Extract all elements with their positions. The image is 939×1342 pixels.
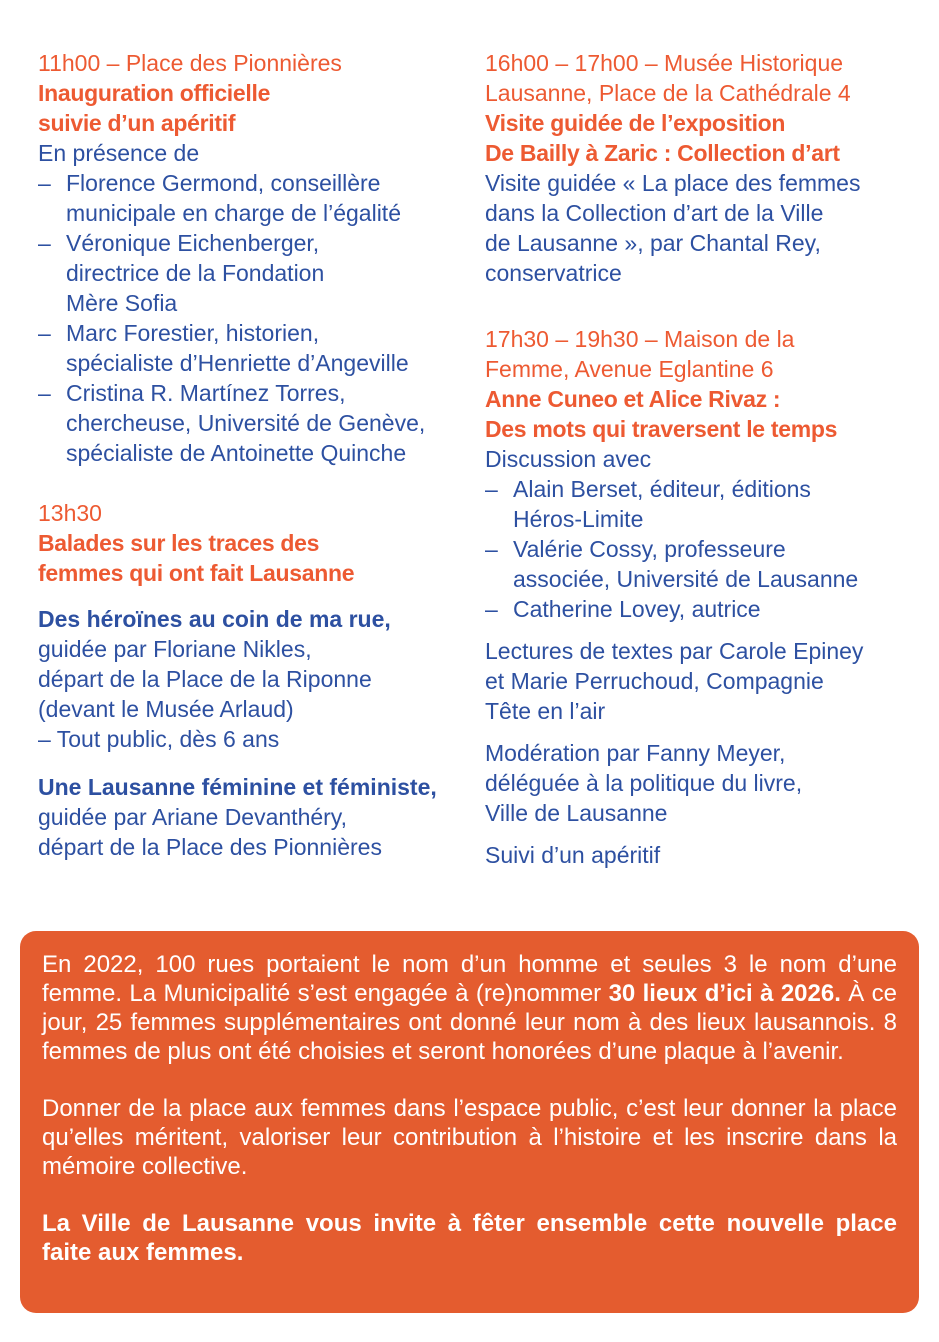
speaker-item xyxy=(485,534,939,594)
event-title-line: Des mots qui traversent le temps xyxy=(485,416,838,442)
speaker-line: Alain Berset, éditeur, éditions xyxy=(513,476,811,502)
speaker-line: Cristina R. Martínez Torres, xyxy=(66,380,346,406)
walk-item-heroines xyxy=(38,604,485,754)
speaker-line: municipale en charge de l’égalité xyxy=(66,200,401,226)
event-inauguration xyxy=(38,48,485,468)
dash-bullet: – xyxy=(38,320,51,346)
info-paragraph-place: Donner de la place aux femmes dans l’espace public, c’est leur donner la place qu’elles méritent, valoriser leur contribution à l’histoire et les inscrire dans la mémoire collective. xyxy=(42,1095,897,1180)
dash-bullet: – xyxy=(38,380,51,406)
event-title-line: De Bailly à Zaric : Collection d’art xyxy=(485,140,840,166)
program-column-right xyxy=(485,48,939,870)
event-time-line: 17h30 – 19h30 – Maison de la xyxy=(485,326,795,352)
event-body-line: de Lausanne », par Chantal Rey, xyxy=(485,230,821,256)
event-time-line: Femme, Avenue Eglantine 6 xyxy=(485,356,774,382)
walk-line: – Tout public, dès 6 ans xyxy=(38,726,280,752)
event-intro: Discussion avec xyxy=(485,446,652,472)
paragraph-line: déléguée à la politique du livre, xyxy=(485,770,803,796)
speaker-line: Marc Forestier, historien, xyxy=(66,320,320,346)
event-time-line: Lausanne, Place de la Cathédrale 4 xyxy=(485,80,851,106)
walk-title: Une Lausanne féminine et féministe, xyxy=(38,774,437,800)
speaker-item xyxy=(485,474,939,534)
dash-bullet: – xyxy=(485,476,498,502)
event-visite-guidee xyxy=(485,48,939,288)
event-title-line: Anne Cuneo et Alice Rivaz : xyxy=(485,386,781,412)
speaker-line: spécialiste de Antoinette Quinche xyxy=(66,440,407,466)
walk-line: départ de la Place de la Riponne xyxy=(38,666,372,692)
walk-line: guidée par Floriane Nikles, xyxy=(38,636,312,662)
speaker-line: Héros-Limite xyxy=(513,506,644,532)
event-discussion xyxy=(485,324,939,870)
aperitif-paragraph xyxy=(485,840,939,870)
walk-item-feminine xyxy=(38,772,485,862)
event-title-line: femmes qui ont fait Lausanne xyxy=(38,560,355,586)
speaker-text xyxy=(66,378,425,468)
speaker-text xyxy=(513,594,761,624)
speaker-item xyxy=(485,594,939,624)
speaker-line: Catherine Lovey, autrice xyxy=(513,596,761,622)
paragraph-line: et Marie Perruchoud, Compagnie xyxy=(485,668,824,694)
info-paragraph-streets xyxy=(42,950,897,1066)
event-time: 11h00 – Place des Pionnières xyxy=(38,50,342,76)
event-title-line: Visite guidée de l’exposition xyxy=(485,110,786,136)
paragraph-line: Ville de Lausanne xyxy=(485,800,668,826)
info-text-bold: 30 lieux d’ici à 2026. xyxy=(608,980,841,1007)
event-body-line: dans la Collection d’art de la Ville xyxy=(485,200,824,226)
paragraph-line: Tête en l’air xyxy=(485,698,606,724)
paragraph-line: Modération par Fanny Meyer, xyxy=(485,740,786,766)
dash-bullet: – xyxy=(38,230,51,256)
event-title-line: Balades sur les traces des xyxy=(38,530,320,556)
speaker-item xyxy=(38,318,485,378)
speaker-line: spécialiste d’Henriette d’Angeville xyxy=(66,350,409,376)
event-title-line: suivie d’un apéritif xyxy=(38,110,236,136)
speaker-item xyxy=(38,168,485,228)
event-time-line: 16h00 – 17h00 – Musée Historique xyxy=(485,50,844,76)
event-title-line: Inauguration officielle xyxy=(38,80,271,106)
lectures-paragraph xyxy=(485,636,939,726)
walk-line: départ de la Place des Pionnières xyxy=(38,834,382,860)
speaker-line: Véronique Eichenberger, xyxy=(66,230,320,256)
speaker-line: associée, Université de Lausanne xyxy=(513,566,859,592)
walk-line: (devant le Musée Arlaud) xyxy=(38,696,294,722)
dash-bullet: – xyxy=(485,596,498,622)
info-text: En 2022, 100 rues portaient le nom d’un homme et seules 3 le nom d’une femme. La Municipalité s’est engagée à (re)nommer xyxy=(42,951,897,1007)
speaker-line: Valérie Cossy, professeure xyxy=(513,536,786,562)
walk-title: Des héroïnes au coin de ma rue, xyxy=(38,606,391,632)
dash-bullet: – xyxy=(38,170,51,196)
paragraph-line: Lectures de textes par Carole Epiney xyxy=(485,638,864,664)
walk-line: guidée par Ariane Devanthéry, xyxy=(38,804,347,830)
speaker-text xyxy=(66,318,409,378)
event-body-line: conservatrice xyxy=(485,260,622,286)
speaker-item xyxy=(38,378,485,468)
info-text: À ce jour, 25 femmes supplémentaires ont donné leur nom à des lieux lausannois. 8 femmes de plus ont été choisies et seront honorées d’une plaque à l’avenir. xyxy=(42,980,898,1065)
dash-bullet: – xyxy=(485,536,498,562)
moderation-paragraph xyxy=(485,738,939,828)
speaker-line: chercheuse, Université de Genève, xyxy=(66,410,426,436)
program-column-left xyxy=(38,48,485,870)
event-balades xyxy=(38,498,485,862)
speaker-text xyxy=(513,534,858,594)
event-intro: En présence de xyxy=(38,140,200,166)
speaker-line: directrice de la Fondation xyxy=(66,260,325,286)
info-paragraph-invite: La Ville de Lausanne vous invite à fêter ensemble cette nouvelle place faite aux femmes. xyxy=(42,1210,897,1266)
speaker-item xyxy=(38,228,485,318)
speaker-text xyxy=(66,228,324,318)
speaker-text xyxy=(66,168,401,228)
event-body-line: Visite guidée « La place des femmes xyxy=(485,170,861,196)
info-box xyxy=(20,931,919,1313)
speaker-line: Florence Germond, conseillère xyxy=(66,170,381,196)
event-time: 13h30 xyxy=(38,500,102,526)
speaker-line: Mère Sofia xyxy=(66,290,178,316)
speaker-text xyxy=(513,474,811,534)
paragraph-line: Suivi d’un apéritif xyxy=(485,842,661,868)
